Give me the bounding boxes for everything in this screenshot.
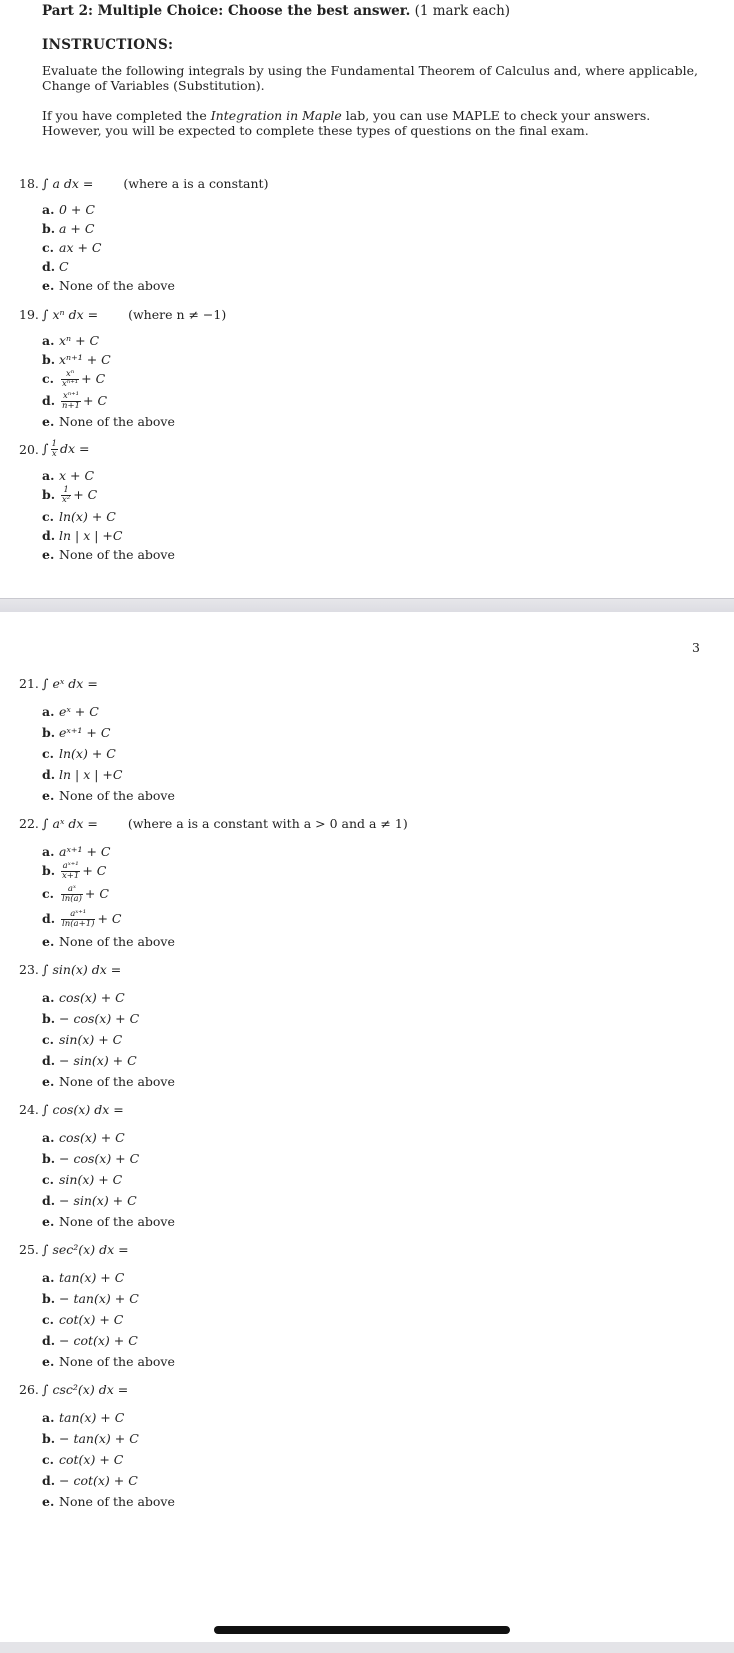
- option-24b[interactable]: b. − cos(x) + C: [42, 1151, 140, 1166]
- option-26c[interactable]: c. cot(x) + C: [42, 1452, 124, 1467]
- option-19b[interactable]: b. xⁿ⁺¹ + C: [42, 352, 111, 367]
- question-number: 25.: [19, 1242, 39, 1257]
- option-24d[interactable]: d. − sin(x) + C: [42, 1193, 137, 1208]
- option-26d[interactable]: d. − cot(x) + C: [42, 1473, 138, 1488]
- question-number: 23.: [19, 962, 39, 977]
- question-number: 24.: [19, 1102, 39, 1117]
- fraction: $\frac{1}{x}$: [51, 439, 57, 459]
- option-25d[interactable]: d. − cot(x) + C: [42, 1333, 138, 1348]
- fraction: $\frac{\text{aˣ⁺¹}}{x+1}$: [62, 861, 80, 881]
- option-22e[interactable]: e. None of the above: [42, 934, 175, 949]
- question-23-integral: ∫ sin(x) dx =: [42, 962, 122, 977]
- option-24c[interactable]: c. sin(x) + C: [42, 1172, 123, 1187]
- option-25c[interactable]: c. cot(x) + C: [42, 1312, 124, 1327]
- option-26b[interactable]: b. − tan(x) + C: [42, 1431, 139, 1446]
- option-20c[interactable]: c. ln(x) + C: [42, 509, 116, 524]
- option-21b[interactable]: b. eˣ⁺¹ + C: [42, 725, 111, 740]
- option-18c[interactable]: c. ax + C: [42, 240, 102, 255]
- option-18a[interactable]: a. 0 + C: [42, 202, 95, 217]
- fraction: $\frac{\text{xⁿ⁺¹}}{n+1}$: [62, 391, 81, 411]
- question-18-integral: ∫ a dx = (where a is a constant): [42, 176, 269, 191]
- instructions-title: INSTRUCTIONS:: [42, 37, 174, 53]
- option-19d[interactable]: d. $\frac{\text{xⁿ⁺¹}}{n+1}$ + C: [42, 391, 108, 411]
- option-18d[interactable]: d. C: [42, 259, 69, 274]
- option-19e[interactable]: e. None of the above: [42, 414, 175, 429]
- option-23e[interactable]: e. None of the above: [42, 1074, 175, 1089]
- option-24e[interactable]: e. None of the above: [42, 1214, 175, 1229]
- question-21-integral: ∫ eˣ dx =: [42, 676, 98, 691]
- option-22a[interactable]: a. aˣ⁺¹ + C: [42, 844, 111, 859]
- question-number: 22.: [19, 816, 39, 831]
- fraction: $\frac{\text{aˣ⁺¹}}{\ln(a+1)}$: [62, 909, 95, 929]
- option-23d[interactable]: d. − sin(x) + C: [42, 1053, 137, 1068]
- option-25a[interactable]: a. tan(x) + C: [42, 1270, 125, 1285]
- question-number: 20.: [19, 442, 39, 457]
- option-21a[interactable]: a. eˣ + C: [42, 704, 99, 719]
- option-20e[interactable]: e. None of the above: [42, 547, 175, 562]
- exam-page-2: [0, 0, 734, 598]
- question-24-integral: ∫ cos(x) dx =: [42, 1102, 124, 1117]
- option-21c[interactable]: c. ln(x) + C: [42, 746, 116, 761]
- question-number: 26.: [19, 1382, 39, 1397]
- page-number: 3: [692, 640, 700, 655]
- question-22-integral: ∫ aˣ dx = (where a is a constant with a > 0 and a ≠ 1): [42, 816, 408, 831]
- option-21d[interactable]: d. ln | x | +C: [42, 767, 123, 782]
- option-25e[interactable]: e. None of the above: [42, 1354, 175, 1369]
- option-19c[interactable]: c. $\frac{\text{xⁿ}}{\text{xⁿ⁺¹}}$ + C: [42, 369, 106, 389]
- question-25-integral: ∫ sec²(x) dx =: [42, 1242, 129, 1257]
- option-25b[interactable]: b. − tan(x) + C: [42, 1291, 139, 1306]
- option-20a[interactable]: a. x + C: [42, 468, 95, 483]
- option-21e[interactable]: e. None of the above: [42, 788, 175, 803]
- option-18e[interactable]: e. None of the above: [42, 278, 175, 293]
- option-20d[interactable]: d. ln | x | +C: [42, 528, 123, 543]
- option-19a[interactable]: a. xⁿ + C: [42, 333, 100, 348]
- instructions-paragraph-1: Evaluate the following integrals by using the Fundamental Theorem of Calculus and, where applicable, Change of Variables (Substitution).: [42, 63, 698, 93]
- option-23b[interactable]: b. − cos(x) + C: [42, 1011, 140, 1026]
- option-26a[interactable]: a. tan(x) + C: [42, 1410, 125, 1425]
- question-26-integral: ∫ csc²(x) dx =: [42, 1382, 129, 1397]
- option-23a[interactable]: a. cos(x) + C: [42, 990, 125, 1005]
- option-24a[interactable]: a. cos(x) + C: [42, 1130, 125, 1145]
- question-number: 18.: [19, 176, 39, 191]
- exam-page-3: [0, 612, 734, 1642]
- page-break: [0, 1642, 734, 1653]
- instructions-paragraph-2: If you have completed the Integration in Maple lab, you can use MAPLE to check your answers. However, you will be expected to complete these types of questions on the final exam.: [42, 108, 651, 138]
- question-19-integral: ∫ xⁿ dx = (where n ≠ −1): [42, 307, 227, 322]
- option-22b[interactable]: b. $\frac{\text{aˣ⁺¹}}{x+1}$ + C: [42, 861, 107, 881]
- option-26e[interactable]: e. None of the above: [42, 1494, 175, 1509]
- option-22c[interactable]: c. $\frac{\text{aˣ}}{\ln(a)}$ + C: [42, 884, 109, 904]
- fraction: $\frac{1}{\text{x²}}$: [62, 485, 71, 505]
- part-header: Part 2: Multiple Choice: Choose the best answer. (1 mark each): [42, 3, 511, 19]
- question-number: 19.: [19, 307, 39, 322]
- option-18b[interactable]: b. a + C: [42, 221, 95, 236]
- option-20b[interactable]: b. $\frac{1}{\text{x²}}$ + C: [42, 485, 98, 505]
- home-indicator-bar[interactable]: [214, 1626, 510, 1634]
- fraction: $\frac{\text{aˣ}}{\ln(a)}$: [62, 884, 82, 904]
- fraction: $\frac{\text{xⁿ}}{\text{xⁿ⁺¹}}$: [62, 369, 79, 389]
- question-20-integral: ∫ $\frac{1}{x}$ dx =: [42, 439, 90, 459]
- question-number: 21.: [19, 676, 39, 691]
- option-22d[interactable]: d. $\frac{\text{aˣ⁺¹}}{\ln(a+1)}$ + C: [42, 909, 122, 929]
- option-23c[interactable]: c. sin(x) + C: [42, 1032, 123, 1047]
